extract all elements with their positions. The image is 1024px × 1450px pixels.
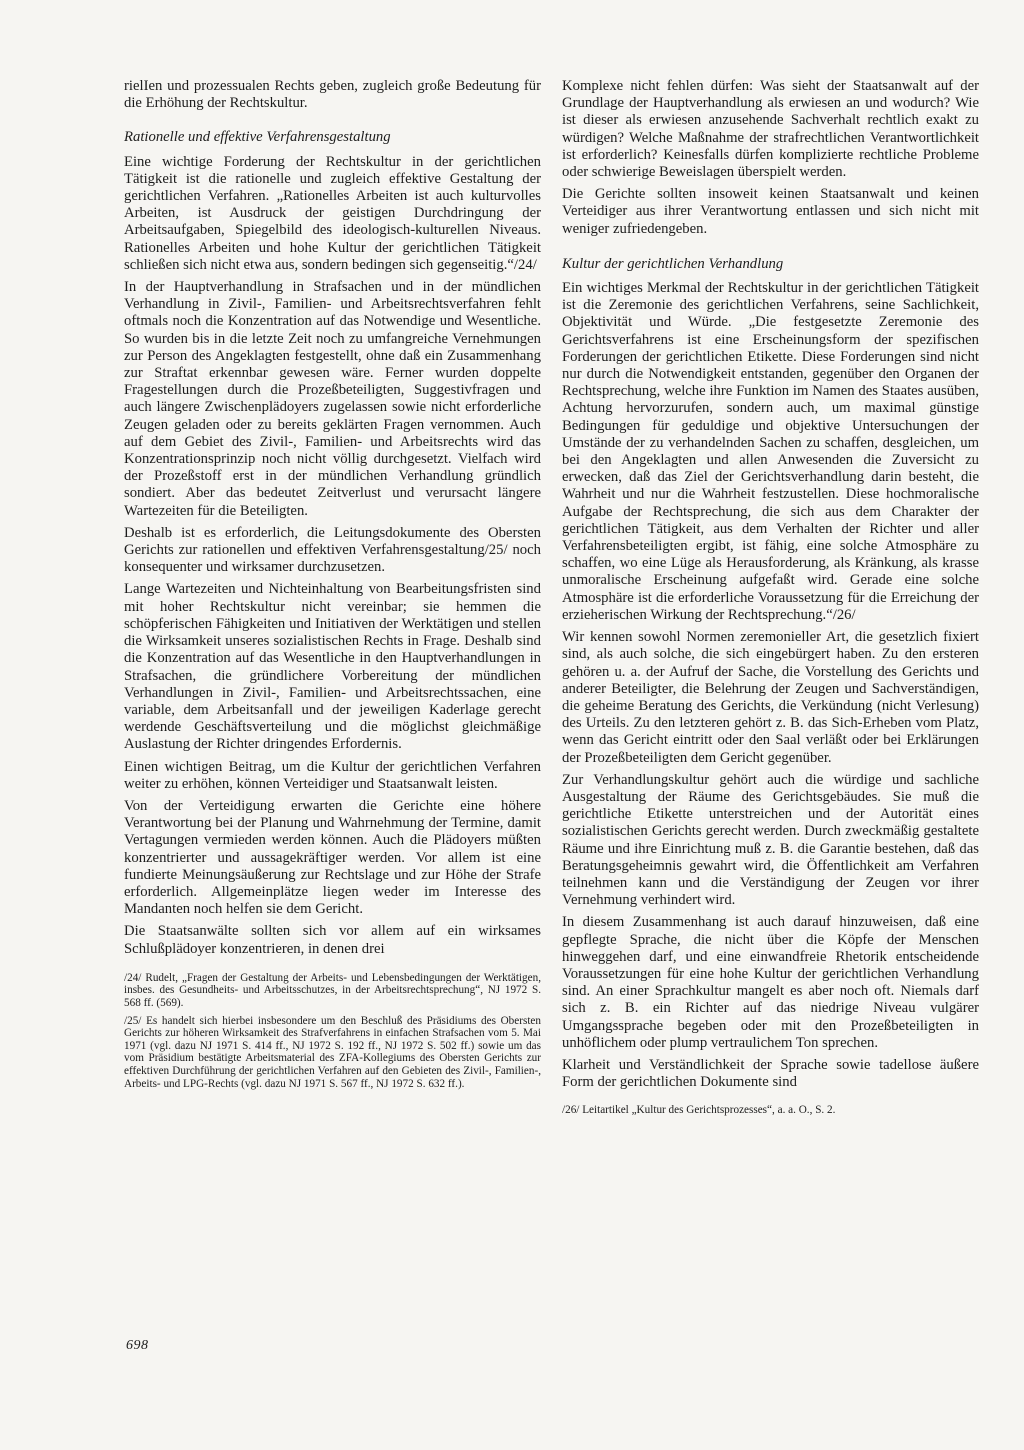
- paragraph: Lange Wartezeiten und Nichteinhaltung von Bearbeitungsfristen sind mit hoher Rechtskultur nicht vereinbar; sie hemmen die schöpferischen Fähigkeiten und Initiativen der Werktätigen und stellen die Wirksamkeit unseres sozialistischen Rechts in Frage. Deshalb sind die Konzentration auf das Wesentliche in den Hauptverhandlungen in Strafsachen, die gründlichere Vorbereitung der mündlichen Verhandlungen in Zivil-, Familien- und Arbeitsrechtssachen, eine variable, dem Arbeitsanfall und der jeweiligen Kaderlage gerecht werdende Geschäftsverteilung und die möglichst gleichmäßige Auslastung der Richter dringendes Erfordernis.: [124, 581, 541, 753]
- paragraph: rielIen und prozessualen Rechts geben, zugleich große Bedeutung für die Erhöhung der Rechtskultur.: [124, 78, 541, 112]
- paragraph: Von der Verteidigung erwarten die Gerichte eine höhere Verantwortung bei der Planung und Wahrnehmung der Termine, damit Vertagungen vermieden werden können. Auch die Plädoyers müßten konzentrierter und aussagekräftiger werden. Vor allem ist eine fundierte Meinungsäußerung zur Rechtslage und zur Höhe der Strafe erforderlich. Allgemeinplätze liegen weder im Interesse des Mandanten noch helfen sie dem Gericht.: [124, 797, 541, 918]
- left-column: [124, 78, 541, 1095]
- paragraph: In diesem Zusammenhang ist auch darauf hinzuweisen, daß eine gepflegte Sprache, die nicht über die Köpfe der Menschen hinweggehen darf, und eine einwandfreie Rhetorik entscheidende Voraussetzungen für eine hohe Kultur der gerichtlichen Verhandlung sind. An einer Sprachkultur mangelt es aber noch oft. Niemals darf sich z. B. ein Richter auf das niedrige Niveau vulgärer Umgangssprache begeben oder mit den Prozeßbeteiligten in unhöflichem oder plump vertraulichem Ton sprechen.: [562, 914, 979, 1051]
- footnote-25: /25/ Es handelt sich hierbei insbesondere um den Beschluß des Präsidiums des Obersten Gerichts zur höheren Wirksamkeit des Strafverfahrens in einfachen Strafsachen vom 5. Mai 1971 (vgl. dazu NJ 1971 S. 414 ff., NJ 1972 S. 192 ff., NJ 1972 S. 502 ff.) sowie um das vom Präsidium bestätigte Arbeitsmaterial des ZFA-Kollegiums des Obersten Gerichts zur effektiven Durchführung der gerichtlichen Verfahren auf den Gebieten des Zivil-, Familien-, Arbeits- und LPG-Rechts (vgl. dazu NJ 1971 S. 567 ff., NJ 1972 S. 632 ff.).: [124, 1014, 541, 1090]
- paragraph: Die Gerichte sollten insoweit keinen Staatsanwalt und keinen Verteidiger aus ihrer Verantwortung entlassen und sich nicht mit weniger zufriedengeben.: [562, 186, 979, 237]
- footnote-24: /24/ Rudelt, „Fragen der Gestaltung der Arbeits- und Lebensbedingungen der Werktätigen, insbes. des Gesundheits- und Arbeitsschutzes, in der Arbeitsrechtsprechung“, NJ 1972 S. 568 ff. (569).: [124, 971, 541, 1009]
- paragraph: Die Staatsanwälte sollten sich vor allem auf ein wirksames Schlußplädoyer konzentrieren, in denen drei: [124, 923, 541, 957]
- paragraph: Ein wichtiges Merkmal der Rechtskultur in der gerichtlichen Tätigkeit ist die Zeremonie des gerichtlichen Verfahrens, seine Sachlichkeit, Objektivität und Würde. „Die festgesetzte Zeremonie des Gerichtsverfahrens ist eine Erscheinungsform der spezifischen Forderungen der gerichtlichen Etikette. Diese Forderungen sind nicht nur durch die Notwendigkeit entstanden, gegenüber den Organen der Rechtsprechung, welche ihre Funktion im Namen des Staates ausüben, Achtung hervorzurufen, sondern auch, um maximal günstige Bedingungen für geduldige und objektive Untersuchungen der Umstände der zu verhandelnden Sachen zu schaffen, desgleichen, um bei den Angeklagten und allen Anwesenden die Zuversicht zu erwecken, daß das Ziel der Gerichtsverhandlung darin besteht, die Wahrheit und nur die Wahrheit festzustellen. Diese hochmoralische Aufgabe der Rechtsprechung, die sich aus dem Charakter der gerichtlichen Tätigkeit, aus dem Verhalten der Richter und aller Verfahrensbeteiligten ergibt, ist fähig, eine solche Atmosphäre zu schaffen, wo eine Lüge als Herausforderung, als Kränkung, als krasse unmoralische Erscheinung aufgefaßt wird. Gerade eine solche Atmosphäre ist die erforderliche Voraussetzung für die Erreichung der erzieherischen Wirkung der Rechtsprechung.“/26/: [562, 280, 979, 623]
- paragraph: Deshalb ist es erforderlich, die Leitungsdokumente des Obersten Gerichts zur rationellen und effektiven Verfahrensgestaltung/25/ noch konsequenter und wirksamer durchzusetzen.: [124, 524, 541, 576]
- page-number: 698: [126, 1338, 149, 1353]
- paragraph: Wir kennen sowohl Normen zeremonieller Art, die gesetzlich fixiert sind, als auch solche, die sich eingebürgert haben. Zu den ersteren gehören u. a. der Aufruf der Sache, die Vorstellung des Gerichts und anderer Beteiligter, die Belehrung der Zeugen und Sachverständigen, die geheime Beratung des Gerichts, die Verkündung (nicht Verlesung) des Urteils. Zu den letzteren gehört z. B. das Sich-Erheben vom Platz, wenn das Gericht eintritt oder den Saal verläßt oder bei Erklärungen der Prozeßbeteiligten dem Gericht gegenüber.: [562, 629, 979, 766]
- footnote-26: /26/ Leitartikel „Kultur des Gerichtsprozesses“, a. a. O., S. 2.: [562, 1104, 836, 1117]
- section-heading-kultur: Kultur der gerichtlichen Verhandlung: [562, 255, 784, 272]
- paragraph: Komplexe nicht fehlen dürfen: Was sieht der Staatsanwalt auf der Grundlage der Hauptverhandlung als erwiesen an und wodurch? Wie ist dieser als erwiesen anzusehende Sachverhalt rechtlich exakt zu würdigen? Welche Maßnahme der strafrechtlichen Verantwortlichkeit ist erforderlich? Keinesfalls dürfen komplizierte rechtliche Probleme oder schwierige Beweislagen überspielt werden.: [562, 78, 979, 181]
- footnotes-left: [124, 972, 541, 1090]
- paragraph: Einen wichtigen Beitrag, um die Kultur der gerichtlichen Verfahren weiter zu erhöhen, können Verteidiger und Staatsanwalt leisten.: [124, 758, 541, 792]
- paragraph: Eine wichtige Forderung der Rechtskultur in der gerichtlichen Tätigkeit ist die rationelle und zugleich effektive Gestaltung der gerichtlichen Verfahren. „Rationelles Arbeiten ist auch kulturvolles Arbeiten, ist Ausdruck der geistigen Durchdringung der Arbeitsaufgaben, Spiegelbild des ideologisch-kulturellen Niveaus. Rationelles Arbeiten und hohe Kultur der gerichtlichen Tätigkeit schließen sich nicht etwa aus, sondern bedingen sich gegenseitig.“/24/: [124, 153, 541, 273]
- paragraph: Klarheit und Verständlichkeit der Sprache sowie tadellose äußere Form der gerichtlichen Dokumente sind: [562, 1056, 979, 1091]
- paragraph: In der Hauptverhandlung in Strafsachen und in der mündlichen Verhandlung in Zivil-, Familien- und Arbeitsrechtsverfahren fehlt oftmals noch die Konzentration auf das Notwendige und Wesentliche. So wurden bis in die letzte Zeit noch zu umfangreiche Vernehmungen zur Person des Angeklagten festgestellt, ohne daß ein Zusammenhang zur Straftat erkennbar gewesen wäre. Ferner wurden doppelte Fragestellungen durch die Prozeßbeteiligten, Suggestivfragen und auch längere Zwischenplädoyers zugelassen sowie nicht erforderliche Zeugen geladen oder zu bereits geklärten Fragen vernommen. Auch auf dem Gebiet des Zivil-, Familien- und Arbeitsrechts wird das Konzentrationsprinzip noch nicht völlig durchgesetzt. Vielfach wird der Prozeßstoff erst in der mündlichen Verhandlung gründlich sondiert. Aber das bedeutet Zeitverlust und verursacht längere Wartezeiten für die Beteiligten.: [124, 279, 541, 519]
- paragraph: Zur Verhandlungskultur gehört auch die würdige und sachliche Ausgestaltung der Räume des Gerichtsgebäudes. Sie muß die gerichtliche Etikette unterstreichen und der Autorität eines sozialistischen Gerichts gerecht werden. Durch zweckmäßig gestaltete Räume und ihre Einrichtung muß z. B. die Garantie bestehen, daß das Beratungsgeheimnis gewahrt wird, die Öffentlichkeit am Verfahren teilnehmen kann und die Verständigung der Zeugen vor ihrer Vernehmung verhindert wird.: [562, 771, 979, 909]
- section-heading-rationelle: Rationelle und effektive Verfahrensgestaltung: [124, 129, 391, 146]
- right-column: [562, 78, 979, 1122]
